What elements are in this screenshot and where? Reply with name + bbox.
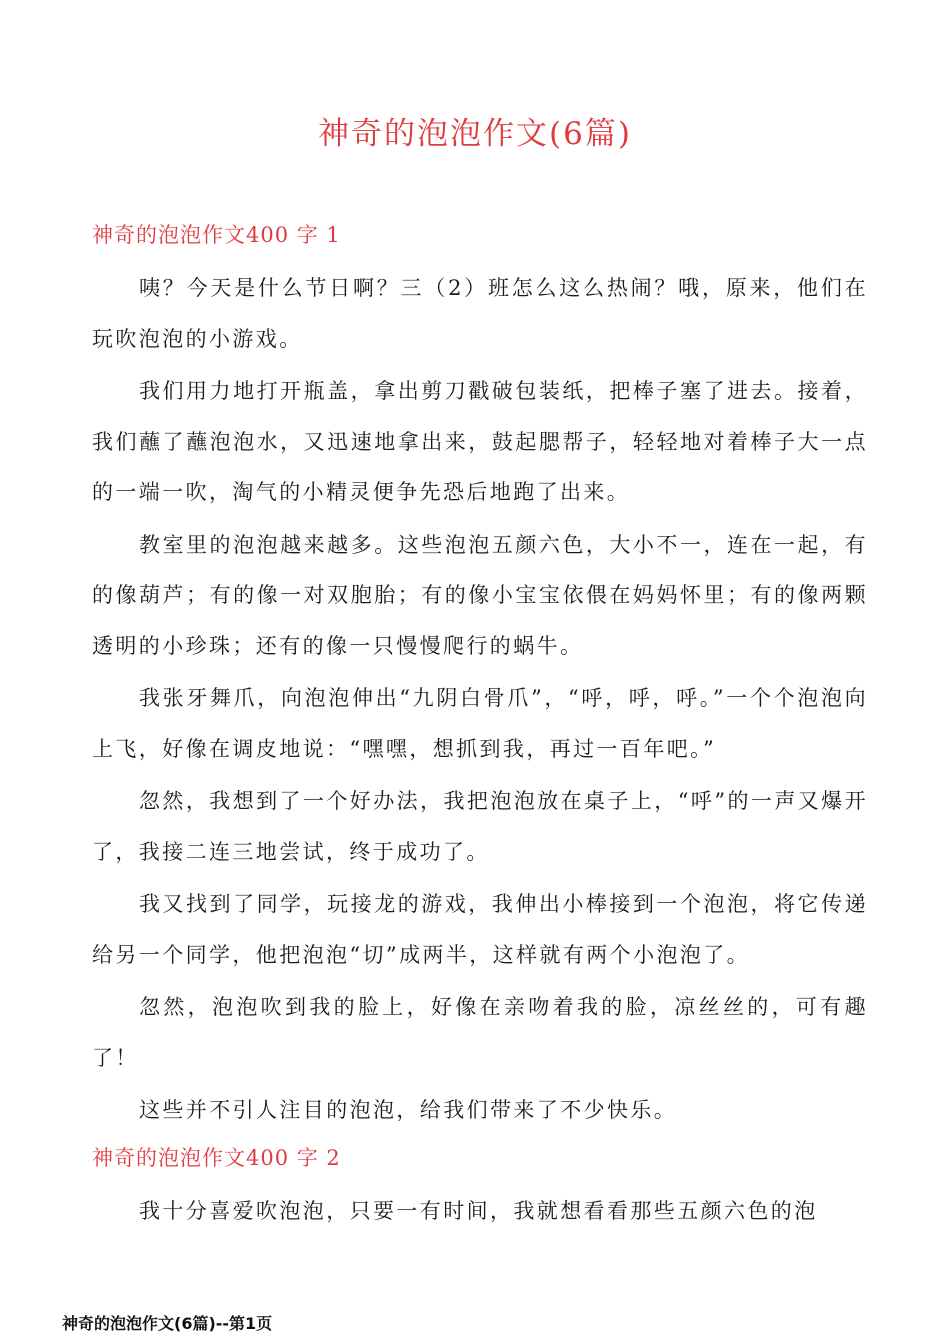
section-heading-1: 神奇的泡泡作文400 字 1 <box>92 223 341 247</box>
paragraph: 我们用力地打开瓶盖，拿出剪刀戳破包装纸，把棒子塞了进去。接着，我们蘸了蘸泡泡水，又迅速地拿出来，鼓起腮帮子，轻轻地对着棒子大一点的一端一吹，淘气的小精灵便争先恐后地跑了出来。 <box>92 379 868 504</box>
document-body <box>92 215 868 1238</box>
paragraph: 我十分喜爱吹泡泡，只要一有时间，我就想看看那些五颜六色的泡 <box>139 1198 818 1223</box>
page-footer: 神奇的泡泡作文(6篇)--第1页 <box>62 1314 273 1333</box>
paragraph: 教室里的泡泡越来越多。这些泡泡五颜六色，大小不一，连在一起，有的像葫芦；有的像一对双胞胎；有的像小宝宝依偎在妈妈怀里；有的像两颗透明的小珍珠；还有的像一只慢慢爬行的蜗牛。 <box>92 532 868 658</box>
paragraph: 忽然，我想到了一个好办法，我把泡泡放在桌子上，“呼”的一声又爆开了，我接二连三地尝试，终于成功了。 <box>92 789 868 864</box>
paragraph: 我张牙舞爪，向泡泡伸出“九阴白骨爪”，“呼，呼，呼。”一个个泡泡向上飞，好像在调皮地说：“嘿嘿，想抓到我，再过一百年吧。” <box>92 686 868 761</box>
page-title: 神奇的泡泡作文(6篇) <box>318 116 632 152</box>
paragraph: 我又找到了同学，玩接龙的游戏，我伸出小棒接到一个泡泡，将它传递给另一个同学，他把泡泡“切”成两半，这样就有两个小泡泡了。 <box>92 892 868 967</box>
paragraph: 忽然，泡泡吹到我的脸上，好像在亲吻着我的脸，凉丝丝的，可有趣了！ <box>92 995 868 1070</box>
section-heading-2: 神奇的泡泡作文400 字 2 <box>92 1145 341 1170</box>
paragraph: 这些并不引人注目的泡泡，给我们带来了不少快乐。 <box>139 1098 678 1122</box>
paragraph: 咦？今天是什么节日啊？三（2）班怎么这么热闹？哦，原来，他们在玩吹泡泡的小游戏。 <box>92 276 868 351</box>
